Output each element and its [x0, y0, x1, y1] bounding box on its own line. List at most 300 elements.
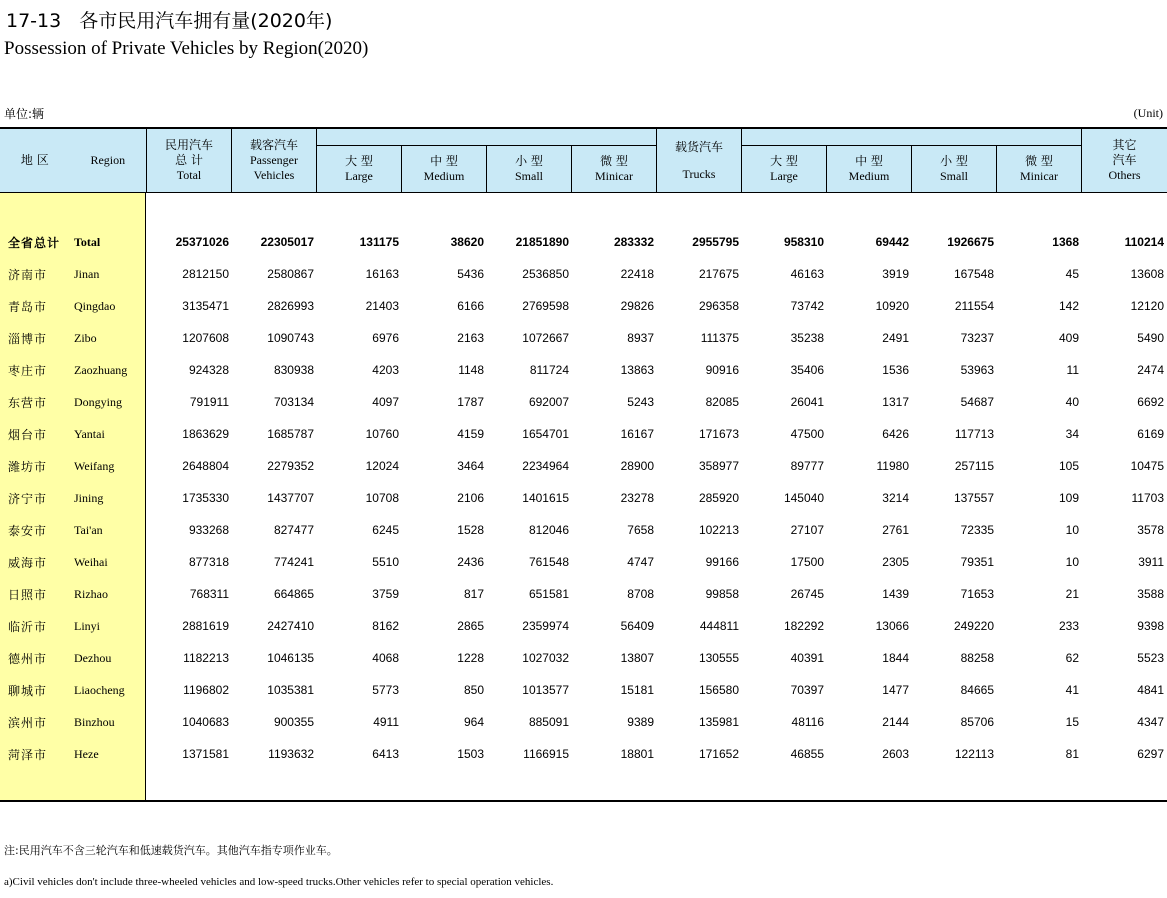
header-passenger [232, 129, 317, 193]
table-cell: 1317 [882, 395, 909, 409]
table-cell: 1371581 [182, 747, 229, 761]
table-cell: 1207608 [182, 331, 229, 345]
table-cell: 2881619 [182, 619, 229, 633]
region-name-en: Linyi [74, 619, 100, 633]
table-cell: 69442 [875, 235, 909, 249]
region-name-cn: 济南市 [8, 268, 48, 282]
title-en: Possession of Private Vehicles by Region(2020) [4, 38, 369, 59]
table-cell: 6245 [372, 523, 399, 537]
table-cell: 444811 [699, 619, 739, 633]
table-cell: 6692 [1137, 395, 1164, 409]
table-cell: 1166915 [523, 747, 569, 761]
header-passenger-cn: 载客汽车 [249, 138, 298, 152]
table-cell: 1193632 [268, 747, 314, 761]
table-cell: 6413 [372, 747, 399, 761]
table-cell: 257115 [954, 459, 994, 473]
table-cell: 79351 [960, 555, 994, 569]
footnote-cn: 注:民用汽车不含三轮汽车和低速载货汽车。其他汽车指专项作业车。 [4, 844, 338, 857]
table-cell: 2427410 [267, 619, 314, 633]
header-p-medium-en: Medium [423, 169, 465, 183]
table-cell: 16163 [365, 267, 399, 281]
header-p-minicar-cn: 微 型 [600, 154, 628, 168]
table-cell: 15181 [620, 683, 654, 697]
table-cell: 933268 [188, 523, 229, 537]
table-cell: 182292 [783, 619, 824, 633]
region-name-cn: 潍坊市 [8, 460, 48, 474]
header-passenger-en2: Vehicles [253, 168, 295, 182]
table-cell: 2536850 [522, 267, 569, 281]
table-cell: 1654701 [522, 427, 569, 441]
table-cell: 2163 [457, 331, 484, 345]
table-cell: 5490 [1137, 331, 1164, 345]
table-cell: 1090743 [267, 331, 314, 345]
table-cell: 1013577 [522, 683, 569, 697]
table-cell: 651581 [528, 587, 569, 601]
header-p-medium [402, 146, 487, 193]
header-bottom-rule [0, 192, 1167, 193]
table-cell: 167548 [953, 267, 994, 281]
region-name-cn: 威海市 [8, 556, 48, 570]
table-cell: 11980 [876, 459, 909, 473]
table-cell: 23278 [620, 491, 654, 505]
table-cell: 1503 [457, 747, 484, 761]
region-name-cn: 青岛市 [8, 300, 48, 314]
table-cell: 2436 [457, 555, 484, 569]
region-name-en: Dezhou [74, 651, 112, 665]
table-cell: 5523 [1137, 651, 1164, 665]
table-cell: 8937 [627, 331, 654, 345]
table-cell: 664865 [273, 587, 314, 601]
table-row [0, 679, 1167, 701]
table-cell: 1926675 [947, 235, 994, 249]
region-name-en: Heze [74, 747, 99, 761]
region-name-cn: 枣庄市 [8, 364, 48, 378]
header-t-minicar-cn: 微 型 [1025, 154, 1053, 168]
table-cell: 2865 [457, 619, 484, 633]
table-cell: 111375 [700, 331, 739, 345]
table-cell: 811724 [529, 363, 569, 377]
table-cell: 10475 [1130, 459, 1164, 473]
table-cell: 70397 [790, 683, 824, 697]
header-trucks-en: Trucks [682, 166, 716, 181]
table-cell: 145040 [783, 491, 824, 505]
table-cell: 703134 [273, 395, 314, 409]
table-cell: 110214 [1124, 235, 1164, 249]
table-cell: 1401615 [522, 491, 569, 505]
table-cell: 25371026 [175, 235, 229, 249]
region-name-cn: 德州市 [8, 652, 48, 666]
table-cell: 2474 [1137, 363, 1164, 377]
table-cell: 8162 [372, 619, 399, 633]
header-p-minicar-en: Minicar [595, 169, 633, 183]
table-row [0, 455, 1167, 477]
table-cell: 99166 [705, 555, 739, 569]
region-name-cn: 全省总计 [8, 236, 61, 250]
table-cell: 2305 [882, 555, 909, 569]
table-cell: 46855 [790, 747, 824, 761]
table-cell: 285920 [698, 491, 739, 505]
table-cell: 2826993 [267, 299, 314, 313]
table-cell: 6426 [882, 427, 909, 441]
header-p-small-cn: 小 型 [515, 154, 543, 168]
footnote-en: a)Civil vehicles don't include three-wheeled vehicles and low-speed trucks.Other vehicles refer to special operation vehicles. [4, 876, 554, 888]
table-row [0, 263, 1167, 285]
header-others-en: Others [1108, 168, 1141, 182]
table-cell: 877318 [188, 555, 229, 569]
table-cell: 41 [1065, 683, 1079, 697]
header-region-cn: 地 区 [20, 153, 49, 167]
table-row [0, 583, 1167, 605]
region-name-cn: 济宁市 [8, 492, 48, 506]
header-p-small [487, 146, 572, 193]
table-cell: 1787 [457, 395, 484, 409]
table-cell: 156580 [698, 683, 739, 697]
table-cell: 5773 [372, 683, 399, 697]
table-cell: 924328 [188, 363, 229, 377]
table-cell: 131175 [359, 235, 399, 249]
table-cell: 13807 [620, 651, 654, 665]
table-cell: 900355 [273, 715, 314, 729]
table-cell: 692007 [528, 395, 569, 409]
table-cell: 102213 [698, 523, 739, 537]
table-bottom-rule [0, 800, 1167, 802]
region-name-en: Rizhao [74, 587, 108, 601]
table-cell: 2955795 [692, 235, 739, 249]
table-cell: 9398 [1137, 619, 1164, 633]
region-name-en: Qingdao [74, 299, 116, 313]
table-cell: 171652 [698, 747, 739, 761]
table-row [0, 551, 1167, 573]
table-cell: 817 [463, 587, 484, 601]
table-cell: 2491 [882, 331, 909, 345]
table-cell: 1477 [882, 683, 909, 697]
table-cell: 71653 [960, 587, 994, 601]
table-cell: 3464 [457, 459, 484, 473]
table-cell: 2279352 [267, 459, 314, 473]
table-cell: 1735330 [182, 491, 229, 505]
table-cell: 958310 [783, 235, 824, 249]
region-name-en: Total [74, 235, 101, 249]
table-cell: 40391 [790, 651, 824, 665]
header-total-cn2: 总 计 [175, 153, 203, 167]
table-cell: 5510 [372, 555, 399, 569]
table-cell: 3214 [882, 491, 909, 505]
header-p-small-en: Small [514, 169, 543, 183]
table-cell: 10760 [365, 427, 399, 441]
table-cell: 3911 [1138, 555, 1164, 569]
table-cell: 130555 [698, 651, 739, 665]
table-cell: 17500 [790, 555, 824, 569]
table-cell: 53963 [960, 363, 994, 377]
table-cell: 1844 [882, 651, 909, 665]
table-cell: 1040683 [182, 715, 229, 729]
table-row-total [0, 231, 1167, 253]
table-cell: 122113 [954, 747, 994, 761]
region-name-cn: 滨州市 [8, 716, 48, 730]
header-p-large-cn: 大 型 [345, 154, 373, 168]
table-cell: 233 [1058, 619, 1079, 633]
region-name-cn: 聊城市 [8, 684, 48, 698]
table-cell: 1536 [882, 363, 909, 377]
table-cell: 211554 [954, 299, 994, 313]
table-cell: 3919 [882, 267, 909, 281]
region-name-cn: 淄博市 [8, 332, 48, 346]
table-cell: 81 [1065, 747, 1079, 761]
table-cell: 2603 [882, 747, 909, 761]
table-cell: 827477 [273, 523, 314, 537]
table-cell: 791911 [189, 395, 229, 409]
table-cell: 6169 [1137, 427, 1164, 441]
table-cell: 217675 [698, 267, 739, 281]
table-cell: 249220 [953, 619, 994, 633]
table-cell: 1685787 [267, 427, 314, 441]
table-cell: 4347 [1137, 715, 1164, 729]
table-cell: 8708 [627, 587, 654, 601]
table-cell: 56409 [620, 619, 654, 633]
table-cell: 72335 [960, 523, 994, 537]
table-cell: 4203 [372, 363, 399, 377]
table-cell: 21 [1065, 587, 1079, 601]
table-cell: 12024 [365, 459, 399, 473]
table-cell: 34 [1065, 427, 1079, 441]
header-p-minicar [572, 146, 657, 193]
table-cell: 54687 [960, 395, 994, 409]
header-t-large-en: Large [770, 169, 798, 183]
table-row [0, 327, 1167, 349]
header-region-en: Region [90, 153, 126, 167]
table-cell: 21851890 [515, 235, 569, 249]
header-t-large-cn: 大 型 [770, 154, 798, 168]
header-t-medium-en: Medium [848, 169, 890, 183]
table-cell: 26041 [790, 395, 824, 409]
table-cell: 6976 [372, 331, 399, 345]
region-name-en: Weifang [74, 459, 115, 473]
unit-label-cn: 单位:辆 [4, 107, 45, 121]
table-cell: 1035381 [267, 683, 314, 697]
table-title-cn: 各市民用汽车拥有量(2020年) [79, 10, 333, 32]
table-cell: 28900 [620, 459, 654, 473]
header-p-medium-cn: 中 型 [430, 154, 458, 168]
region-name-en: Weihai [74, 555, 108, 569]
table-cell: 2769598 [522, 299, 569, 313]
header-p-large [317, 146, 402, 193]
table-cell: 6166 [457, 299, 484, 313]
table-cell: 2144 [882, 715, 909, 729]
table-cell: 4068 [372, 651, 399, 665]
header-t-small [912, 146, 997, 193]
table-cell: 296358 [698, 299, 739, 313]
table-cell: 73237 [960, 331, 994, 345]
table-cell: 171673 [698, 427, 739, 441]
header-others [1082, 129, 1167, 193]
table-cell: 62 [1065, 651, 1079, 665]
region-name-en: Dongying [74, 395, 122, 409]
table-cell: 35406 [790, 363, 824, 377]
table-cell: 1148 [458, 363, 484, 377]
header-top-rule [0, 127, 1167, 129]
table-cell: 18801 [620, 747, 654, 761]
table-cell: 7658 [627, 523, 654, 537]
table-cell: 90916 [705, 363, 739, 377]
table-cell: 16167 [620, 427, 654, 441]
header-t-large [742, 146, 827, 193]
table-cell: 29826 [620, 299, 654, 313]
table-cell: 409 [1058, 331, 1079, 345]
table-cell: 1046135 [267, 651, 314, 665]
table-cell: 2812150 [182, 267, 229, 281]
table-cell: 3578 [1137, 523, 1164, 537]
table-cell: 73742 [790, 299, 824, 313]
table-cell: 15 [1065, 715, 1079, 729]
table-cell: 1027032 [522, 651, 569, 665]
region-name-cn: 日照市 [8, 588, 48, 602]
region-name-en: Jinan [74, 267, 100, 281]
table-cell: 4747 [627, 555, 654, 569]
table-cell: 117713 [954, 427, 994, 441]
header-passenger-en1: Passenger [250, 153, 298, 167]
title-cn [6, 6, 332, 33]
table-cell: 135981 [698, 715, 739, 729]
table-cell: 11 [1066, 363, 1079, 377]
table-cell: 830938 [273, 363, 314, 377]
region-name-cn: 东营市 [8, 396, 48, 410]
table-row [0, 391, 1167, 413]
table-cell: 9389 [627, 715, 654, 729]
table-cell: 4911 [373, 715, 399, 729]
header-t-medium-cn: 中 型 [855, 154, 883, 168]
table-cell: 4159 [457, 427, 484, 441]
region-name-en: Yantai [74, 427, 105, 441]
table-cell: 3588 [1137, 587, 1164, 601]
table-cell: 35238 [790, 331, 824, 345]
header-t-minicar-en: Minicar [1020, 169, 1058, 183]
table-cell: 768311 [189, 587, 229, 601]
table-cell: 12120 [1130, 299, 1164, 313]
table-cell: 885091 [528, 715, 569, 729]
table-cell: 1528 [457, 523, 484, 537]
header-t-medium [827, 146, 912, 193]
table-row [0, 487, 1167, 509]
table-cell: 1439 [882, 587, 909, 601]
table-cell: 2106 [457, 491, 484, 505]
table-cell: 850 [463, 683, 484, 697]
table-row [0, 359, 1167, 381]
header-region [0, 129, 147, 193]
header-p-large-en: Large [345, 169, 373, 183]
region-name-en: Binzhou [74, 715, 115, 729]
header-trucks-span [742, 129, 1082, 146]
table-cell: 21403 [365, 299, 399, 313]
table-cell: 4841 [1137, 683, 1164, 697]
table-cell: 142 [1058, 299, 1079, 313]
table-cell: 26745 [790, 587, 824, 601]
table-cell: 1228 [457, 651, 484, 665]
table-row [0, 295, 1167, 317]
table-cell: 10920 [875, 299, 909, 313]
table-cell: 105 [1058, 459, 1079, 473]
table-cell: 27107 [790, 523, 824, 537]
header-t-small-en: Small [939, 169, 968, 183]
table-cell: 283332 [613, 235, 654, 249]
table-cell: 10 [1065, 523, 1079, 537]
header-others-cn2: 汽车 [1112, 153, 1137, 167]
header-others-cn1: 其它 [1112, 138, 1137, 152]
table-cell: 89777 [790, 459, 824, 473]
table-cell: 99858 [705, 587, 739, 601]
region-name-cn: 菏泽市 [8, 748, 48, 762]
table-cell: 2359974 [522, 619, 569, 633]
table-cell: 45 [1065, 267, 1079, 281]
table-cell: 47500 [790, 427, 824, 441]
region-name-cn: 泰安市 [8, 524, 48, 538]
header-total-en: Total [176, 168, 202, 182]
table-cell: 1863629 [182, 427, 229, 441]
region-name-cn: 临沂市 [8, 620, 48, 634]
table-cell: 13863 [620, 363, 654, 377]
region-name-en: Jining [74, 491, 104, 505]
table-cell: 13608 [1130, 267, 1164, 281]
table-cell: 2580867 [267, 267, 314, 281]
header-total [147, 129, 232, 193]
table-row [0, 647, 1167, 669]
header-trucks [657, 129, 742, 193]
table-row [0, 711, 1167, 733]
unit-label-en: (Unit) [1133, 106, 1163, 120]
header-passenger-span [317, 129, 657, 146]
table-cell: 6297 [1137, 747, 1164, 761]
table-row [0, 519, 1167, 541]
region-name-en: Zibo [74, 331, 97, 345]
table-number: 17-13 [6, 10, 62, 32]
table-cell: 2648804 [182, 459, 229, 473]
table-cell: 1368 [1052, 235, 1079, 249]
table-cell: 40 [1065, 395, 1079, 409]
table-cell: 22305017 [260, 235, 314, 249]
table-row [0, 743, 1167, 765]
table-cell: 13066 [875, 619, 909, 633]
region-name-cn: 烟台市 [8, 428, 48, 442]
table-header [0, 129, 1167, 192]
table-cell: 85706 [960, 715, 994, 729]
table-cell: 1196802 [183, 683, 229, 697]
table-cell: 82085 [705, 395, 739, 409]
table-cell: 774241 [273, 555, 314, 569]
table-cell: 88258 [960, 651, 994, 665]
table-cell: 5243 [627, 395, 654, 409]
table-cell: 10708 [365, 491, 399, 505]
header-total-cn1: 民用汽车 [164, 138, 213, 152]
table-cell: 3759 [372, 587, 399, 601]
table-cell: 812046 [528, 523, 569, 537]
table-cell: 11703 [1131, 491, 1164, 505]
table-cell: 964 [463, 715, 484, 729]
table-cell: 2761 [882, 523, 909, 537]
region-name-en: Liaocheng [74, 683, 125, 697]
table-cell: 4097 [372, 395, 399, 409]
table-cell: 2234964 [522, 459, 569, 473]
header-t-minicar [997, 146, 1082, 193]
table-cell: 1182213 [183, 651, 229, 665]
table-cell: 46163 [790, 267, 824, 281]
table-cell: 10 [1065, 555, 1079, 569]
table-cell: 761548 [528, 555, 569, 569]
table-cell: 48116 [791, 715, 824, 729]
region-name-en: Tai'an [74, 523, 103, 537]
table-row [0, 615, 1167, 637]
table-cell: 84665 [960, 683, 994, 697]
table-cell: 1437707 [267, 491, 314, 505]
table-cell: 3135471 [182, 299, 229, 313]
